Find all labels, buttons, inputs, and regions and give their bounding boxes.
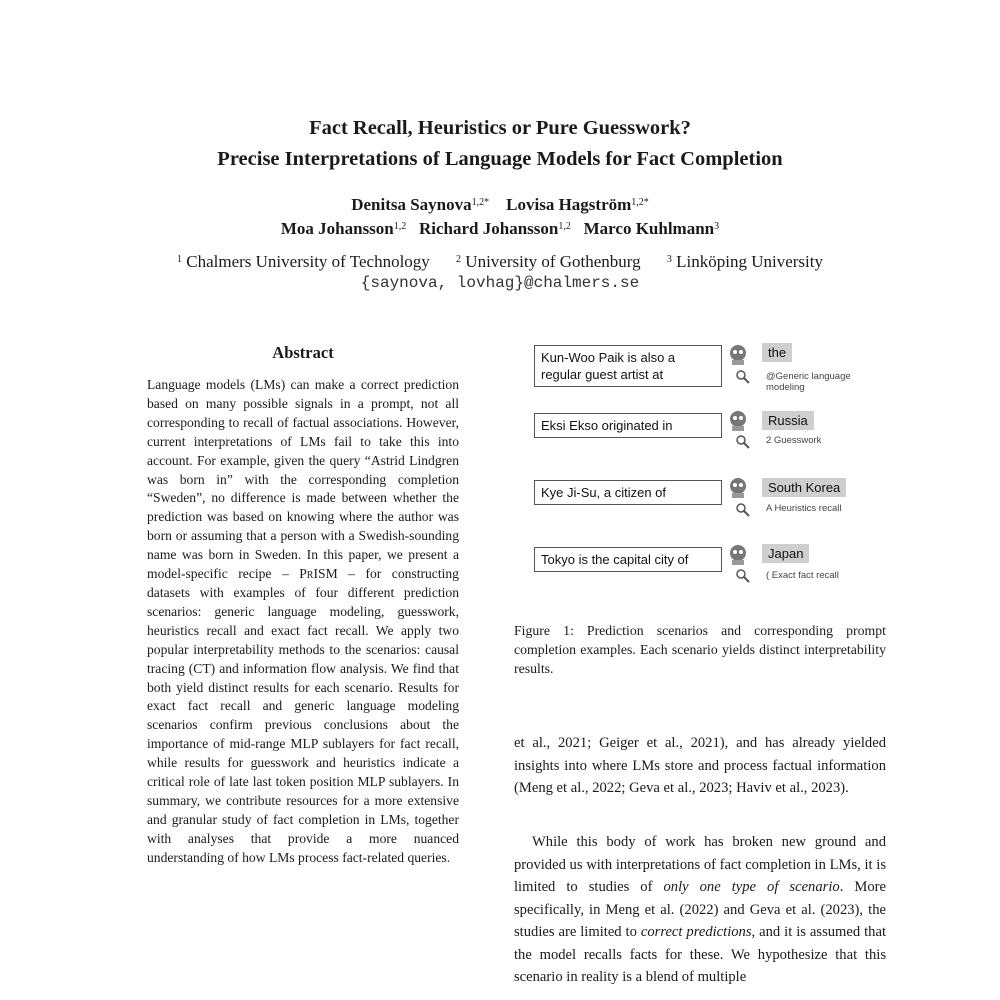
abstract-heading: Abstract bbox=[272, 343, 334, 362]
body-text: , and it is assumed that the model recalls facts for these. We hypothesize that this scenario in reality is a blend of multiple bbox=[514, 924, 887, 985]
robot-icon bbox=[726, 543, 750, 567]
author-list bbox=[0, 193, 1000, 241]
prompt-box: Eksi Ekso originated in bbox=[534, 413, 722, 438]
emphasis-text: only one type of scenario bbox=[663, 879, 840, 895]
author-name: Lovisa Hagström bbox=[506, 195, 632, 214]
body-paragraph: et al., 2021; Geiger et al., 2021), and has already yielded insights into where LMs store and process factual information (Meng et al., 2022; Geva et al., 2023; Haviv et al., 2023). bbox=[514, 735, 886, 796]
author-affiliation-mark: 1,2* bbox=[471, 197, 490, 208]
robot-icon bbox=[726, 476, 750, 500]
completion-answer: Russia bbox=[762, 411, 814, 430]
contact-email: {saynova, lovhag}@chalmers.se bbox=[360, 274, 640, 292]
robot-icon bbox=[726, 409, 750, 433]
author-name: Moa Johansson bbox=[280, 219, 394, 238]
scenario-label: 2 Guesswork bbox=[766, 435, 822, 446]
abstract-body bbox=[147, 376, 459, 868]
author-affiliation-mark: 3 bbox=[714, 221, 720, 232]
affiliation-number: 2 bbox=[456, 254, 462, 265]
magnifier-icon bbox=[736, 370, 750, 384]
completion-answer: Japan bbox=[762, 544, 809, 563]
body-paragraph bbox=[514, 831, 886, 989]
method-name: PrISM bbox=[299, 566, 338, 582]
robot-icon bbox=[726, 343, 750, 367]
prompt-box: Tokyo is the capital city of bbox=[534, 547, 722, 572]
affiliation-name: Chalmers University of Technology bbox=[186, 252, 430, 271]
affiliations bbox=[0, 250, 1000, 274]
author-name: Denitsa Saynova bbox=[351, 195, 472, 214]
figure-1 bbox=[514, 335, 886, 605]
body-text: While this body of work has broken new ground and provided us with interpretations of fact completion in LMs, it is limited to studies of bbox=[514, 834, 886, 895]
abstract-text: Language models (LMs) can make a correct prediction based on many possible signals in a prompt, not all corresponding to recall of factual associations. However, current interpretations of LMs fail to take this into account. For example, given the query “Astrid Lindgren was born in” with the corresponding completion “Sweden”, no difference is made between whether the prediction was based on knowing where the author was born or assuming that a person with a Swedish-sounding name was born in Sweden. In this paper, we present a model-specific recipe – bbox=[147, 377, 459, 582]
body-text: . More specifically, in Meng et al. (2022) and Geva et al. (2023), the studies are limited to bbox=[514, 879, 886, 940]
author-affiliation-mark: 1,2* bbox=[631, 197, 649, 208]
magnifier-icon bbox=[736, 435, 750, 449]
abstract-text: – for constructing datasets with examples of four different prediction scenarios: generic language modeling, guesswork, heuristics recall and exact fact recall. We apply two popular interpretability methods to the scenarios: causal tracing (CT) and information flow analysis. We find that both yield distinct results for each scenario. Results for exact fact recall and generic language modeling scenarios confirm previous conclusions about the importance of mid-range MLP sublayers for fact recall, while results for guesswork and heuristics indicate a critical role of late last token position MLP sublayers. In summary, we contribute resources for a more extensive and granular study of fact completion in LMs, together with analyses that provide a more nuanced understanding of how LMs process fact-related queries. bbox=[147, 566, 459, 865]
affiliation-number: 1 bbox=[177, 254, 182, 265]
author-affiliation-mark: 1,2 bbox=[393, 221, 407, 232]
author-affiliation-mark: 1,2 bbox=[558, 221, 571, 232]
affiliation-name: University of Gothenburg bbox=[465, 252, 641, 271]
emphasis-text: correct predictions bbox=[640, 924, 752, 940]
affiliation-number: 3 bbox=[666, 254, 672, 265]
completion-answer: the bbox=[762, 343, 792, 362]
title-line-1: Fact Recall, Heuristics or Pure Guesswork? bbox=[309, 117, 691, 139]
magnifier-icon bbox=[736, 569, 750, 583]
author-name: Marco Kuhlmann bbox=[583, 219, 715, 238]
scenario-label: A Heuristics recall bbox=[766, 503, 842, 514]
scenario-label: @Generic language modeling bbox=[766, 371, 851, 393]
figure-caption: Figure 1: Prediction scenarios and corresponding prompt completion examples. Each scenario yields distinct interpretability results. bbox=[514, 623, 886, 676]
author-name: Richard Johansson bbox=[419, 219, 559, 238]
prompt-box: Kye Ji-Su, a citizen of bbox=[534, 480, 722, 505]
paper-title bbox=[0, 113, 1000, 175]
magnifier-icon bbox=[736, 503, 750, 517]
affiliation-name: Linköping University bbox=[676, 252, 823, 271]
completion-answer: South Korea bbox=[762, 478, 846, 497]
prompt-box: Kun-Woo Paik is also a regular guest artist at bbox=[534, 345, 722, 387]
scenario-label: ( Exact fact recall bbox=[766, 570, 839, 581]
title-line-2: Precise Interpretations of Language Models for Fact Completion bbox=[217, 148, 783, 170]
